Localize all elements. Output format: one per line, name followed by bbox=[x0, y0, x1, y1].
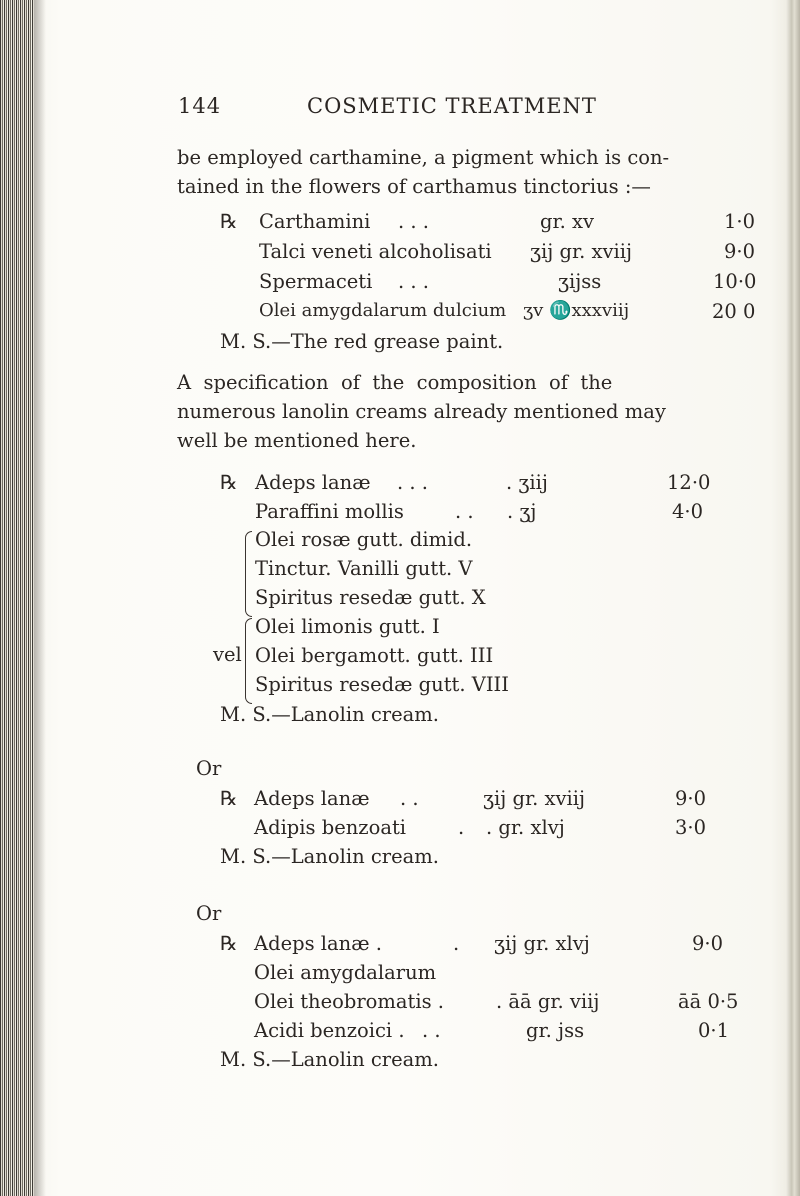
ingredient-quantity: . āā gr. viij bbox=[496, 990, 600, 1013]
ingredient-name: Olei amygdalarum dulcium bbox=[259, 300, 507, 321]
option-ingredient: Olei rosæ gutt. dimid. bbox=[255, 528, 473, 551]
ingredient-metric: 10·0 bbox=[713, 270, 757, 293]
ingredient-metric: 12·0 bbox=[667, 471, 711, 494]
option-ingredient: Olei bergamott. gutt. III bbox=[255, 644, 494, 667]
ingredient-quantity: ʒij gr. xviij bbox=[530, 240, 633, 263]
paragraph-line-2: numerous lanolin creams already mentioned may bbox=[177, 400, 666, 423]
intro-line-1: be employed carthamine, a pigment which is con- bbox=[177, 146, 670, 169]
leader-dots: . . bbox=[400, 787, 419, 810]
recipe-instruction: M. S.—Lanolin cream. bbox=[220, 845, 439, 868]
ingredient-name: Adeps lanæ . bbox=[254, 932, 382, 955]
leader-dots: . . . bbox=[397, 471, 428, 494]
ingredient-name: Olei theobromatis . bbox=[254, 990, 445, 1013]
option-ingredient: Tinctur. Vanilli gutt. V bbox=[255, 557, 473, 580]
recipe-instruction: M. S.—Lanolin cream. bbox=[220, 703, 439, 726]
recipe-instruction: M. S.—The red grease paint. bbox=[220, 330, 504, 353]
ingredient-quantity: . ʒj bbox=[507, 500, 537, 523]
paragraph-line-1: A specification of the composition of the bbox=[177, 371, 613, 394]
leader-dots: . . bbox=[455, 500, 474, 523]
vel-label: vel bbox=[213, 643, 242, 666]
recipe-symbol: ℞ bbox=[220, 787, 238, 810]
ingredient-quantity: ʒij gr. xlvj bbox=[494, 932, 590, 955]
leader-dots: . . bbox=[422, 1019, 441, 1042]
intro-line-2: tained in the flowers of carthamus tinctorius :— bbox=[177, 175, 651, 198]
option-ingredient: Spiritus resedæ gutt. X bbox=[255, 586, 486, 609]
ingredient-quantity: ʒv ♏xxxviij bbox=[523, 300, 630, 321]
paragraph-line-3: well be mentioned here. bbox=[177, 429, 417, 452]
leader-dots: . . . bbox=[398, 210, 429, 233]
page-number: 144 bbox=[178, 94, 222, 118]
ingredient-name: Adeps lanæ bbox=[254, 787, 370, 810]
ingredient-metric: āā 0·5 bbox=[678, 990, 739, 1013]
ingredient-metric: 3·0 bbox=[675, 816, 707, 839]
ingredient-quantity: ʒij gr. xviij bbox=[483, 787, 586, 810]
ingredient-name: Adeps lanæ bbox=[255, 471, 371, 494]
option-ingredient: Spiritus resedæ gutt. VIII bbox=[255, 673, 509, 696]
ingredient-name: Acidi benzoici . bbox=[254, 1019, 405, 1042]
binding-shadow bbox=[34, 0, 46, 1196]
ingredient-metric: 9·0 bbox=[675, 787, 707, 810]
ingredient-name: Carthamini bbox=[259, 210, 371, 233]
ingredient-quantity: gr. jss bbox=[526, 1019, 585, 1042]
ingredient-metric: 9·0 bbox=[692, 932, 724, 955]
ingredient-metric: 4·0 bbox=[672, 500, 704, 523]
ingredient-name: Spermaceti bbox=[259, 270, 373, 293]
ingredient-name: Olei amygdalarum bbox=[254, 961, 437, 984]
ingredient-name: Talci veneti alcoholisati bbox=[259, 240, 492, 263]
ingredient-metric: 9·0 bbox=[724, 240, 756, 263]
ingredient-quantity: gr. xv bbox=[540, 210, 595, 233]
leader-dots: . bbox=[453, 932, 460, 955]
or-label: Or bbox=[196, 902, 222, 925]
ingredient-name: Paraffini mollis bbox=[255, 500, 404, 523]
leader-dots: . . . bbox=[398, 270, 429, 293]
ingredient-metric: 0·1 bbox=[698, 1019, 730, 1042]
leader-dots: . bbox=[458, 816, 465, 839]
option-ingredient: Olei limonis gutt. I bbox=[255, 615, 440, 638]
brace-bracket bbox=[245, 531, 252, 617]
recipe-instruction: M. S.—Lanolin cream. bbox=[220, 1048, 439, 1071]
book-binding bbox=[0, 0, 34, 1196]
recipe-symbol: ℞ bbox=[220, 210, 238, 233]
ingredient-quantity: ʒijss bbox=[558, 270, 602, 293]
recipe-symbol: ℞ bbox=[220, 932, 238, 955]
ingredient-metric: 1·0 bbox=[724, 210, 756, 233]
recipe-symbol: ℞ bbox=[220, 471, 238, 494]
running-title: COSMETIC TREATMENT bbox=[307, 94, 597, 118]
brace-bracket bbox=[245, 618, 252, 704]
page-edge bbox=[786, 0, 800, 1196]
ingredient-quantity: . ʒiij bbox=[506, 471, 548, 494]
ingredient-quantity: . gr. xlvj bbox=[486, 816, 565, 839]
ingredient-name: Adipis benzoati bbox=[254, 816, 407, 839]
or-label: Or bbox=[196, 757, 222, 780]
ingredient-metric: 20 0 bbox=[712, 300, 756, 323]
